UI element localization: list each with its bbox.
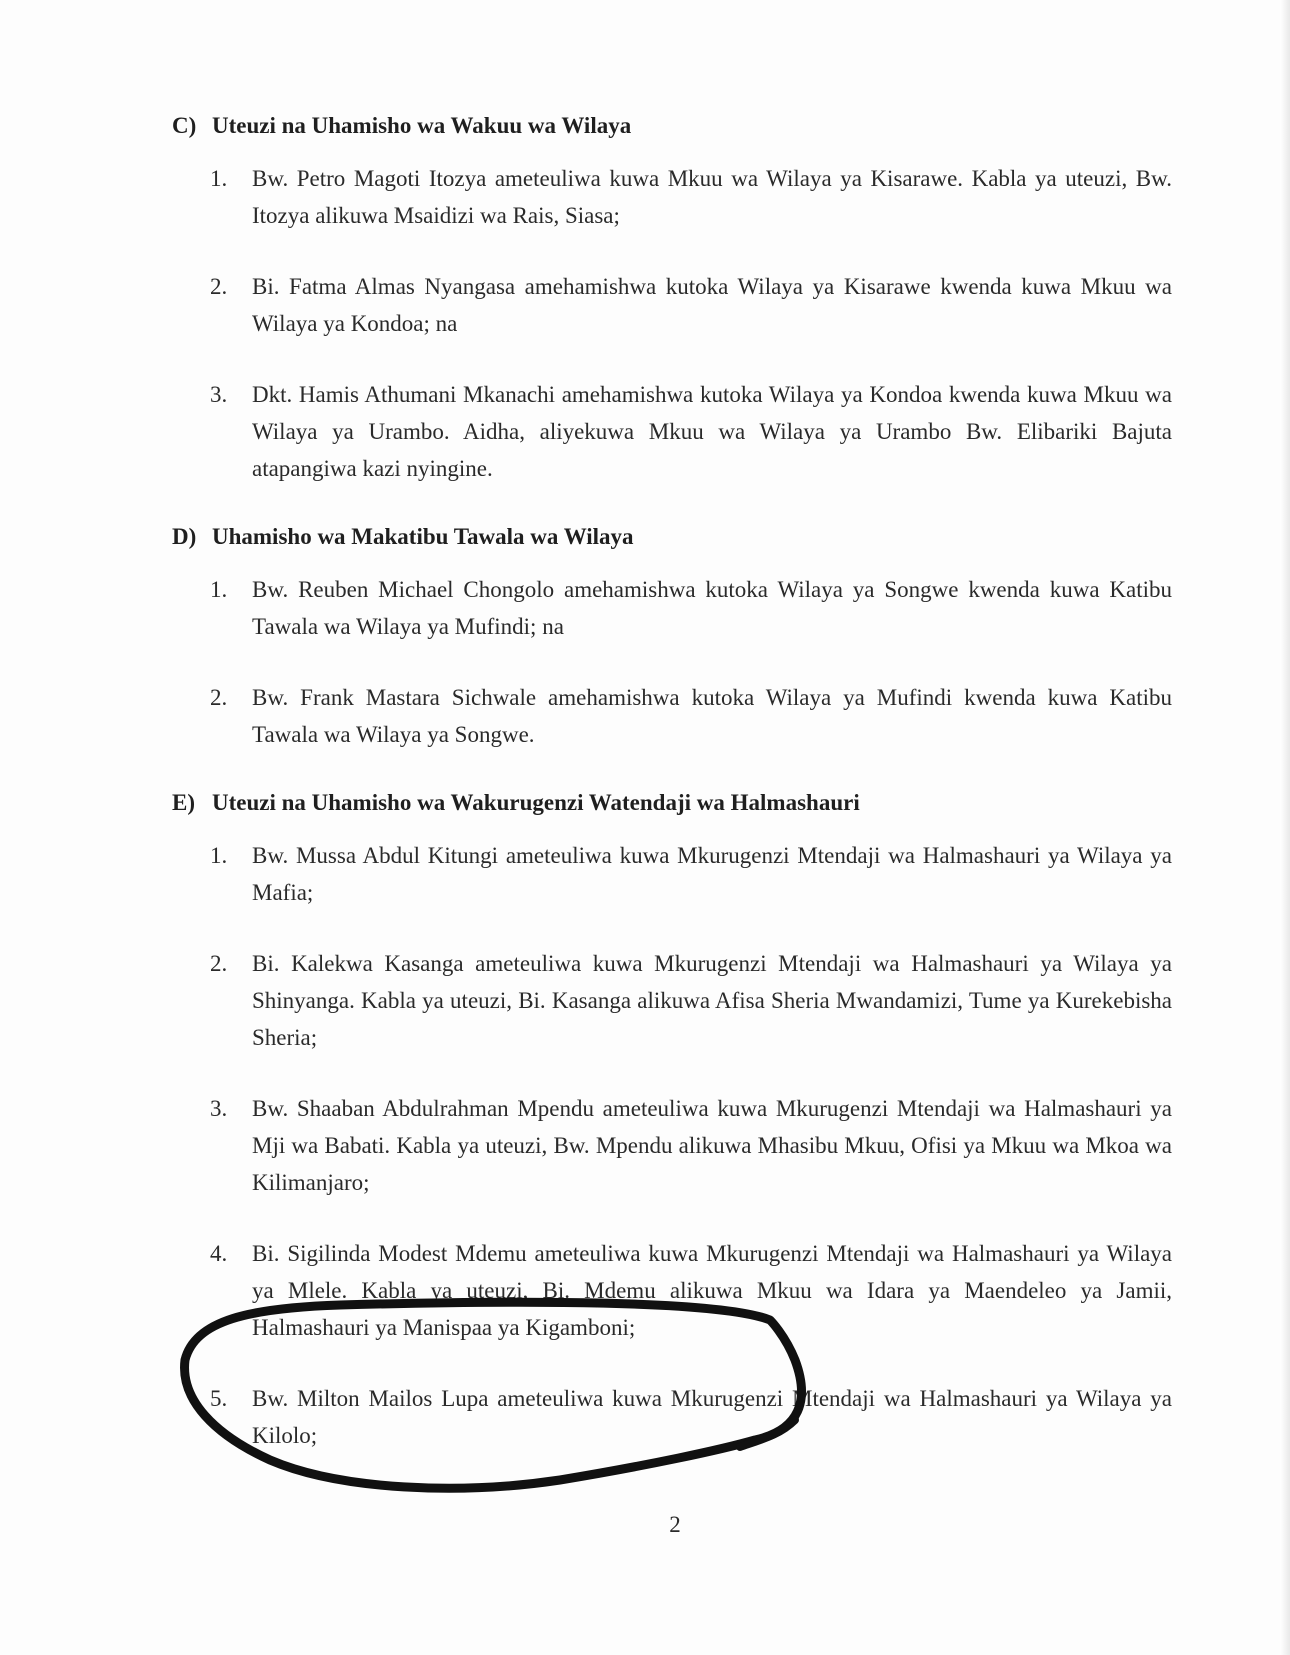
item-text: Bw. Reuben Michael Chongolo amehamishwa kutoka Wilaya ya Songwe kwenda kuwa Katibu Tawala wa Wilaya ya Mufindi; na — [252, 577, 1172, 639]
item-number: 2. — [210, 685, 228, 710]
section-e — [172, 787, 1172, 1454]
list-item — [210, 268, 1172, 342]
list-item-highlighted — [210, 1380, 1172, 1454]
list-item — [210, 1090, 1172, 1201]
section-letter: E) — [172, 790, 195, 815]
section-d — [172, 521, 1172, 753]
list-item — [210, 376, 1172, 487]
item-number: 1. — [210, 166, 228, 191]
item-text: Bi. Kalekwa Kasanga ameteuliwa kuwa Mkurugenzi Mtendaji wa Halmashauri ya Wilaya ya Shinyanga. Kabla ya uteuzi, Bi. Kasanga alikuwa Afisa Sheria Mwandamizi, Tume ya Kurekebisha Sheria; — [252, 951, 1172, 1050]
section-letter: D) — [172, 524, 197, 549]
page-edge-shadow — [1280, 0, 1290, 1655]
section-title: Uhamisho wa Makatibu Tawala wa Wilaya — [212, 524, 634, 549]
section-c — [172, 110, 1172, 487]
list-item — [210, 1235, 1172, 1346]
section-title: Uteuzi na Uhamisho wa Wakurugenzi Watendaji wa Halmashauri — [212, 790, 860, 815]
item-text: Bw. Milton Mailos Lupa ameteuliwa kuwa Mkurugenzi Mtendaji wa Halmashauri ya Wilaya ya Kilolo; — [252, 1386, 1172, 1448]
item-number: 3. — [210, 1096, 228, 1121]
section-heading — [172, 110, 1172, 142]
section-title: Uteuzi na Uhamisho wa Wakuu wa Wilaya — [212, 113, 632, 138]
item-number: 4. — [210, 1241, 228, 1266]
item-text: Bw. Frank Mastara Sichwale amehamishwa kutoka Wilaya ya Mufindi kwenda kuwa Katibu Tawala wa Wilaya ya Songwe. — [252, 685, 1172, 747]
item-text: Bw. Shaaban Abdulrahman Mpendu ameteuliwa kuwa Mkurugenzi Mtendaji wa Halmashauri ya Mji wa Babati. Kabla ya uteuzi, Bw. Mpendu alikuwa Mhasibu Mkuu, Ofisi ya Mkuu wa Mkoa wa Kilimanjaro; — [252, 1096, 1172, 1195]
item-text: Bw. Petro Magoti Itozya ameteuliwa kuwa Mkuu wa Wilaya ya Kisarawe. Kabla ya uteuzi, Bw. Itozya alikuwa Msaidizi wa Rais, Siasa; — [252, 166, 1172, 228]
item-text: Bi. Fatma Almas Nyangasa amehamishwa kutoka Wilaya ya Kisarawe kwenda kuwa Mkuu wa Wilaya ya Kondoa; na — [252, 274, 1172, 336]
document-body — [172, 110, 1172, 1488]
item-number: 2. — [210, 951, 228, 976]
item-number: 3. — [210, 382, 228, 407]
item-number: 1. — [210, 843, 228, 868]
item-text: Bi. Sigilinda Modest Mdemu ameteuliwa kuwa Mkurugenzi Mtendaji wa Halmashauri ya Wilaya ya Mlele. Kabla ya uteuzi, Bi. Mdemu alikuwa Mkuu wa Idara ya Maendeleo ya Jamii, Halmashauri ya Manispaa ya Kigamboni; — [252, 1241, 1172, 1340]
list-item — [210, 679, 1172, 753]
list-item — [210, 945, 1172, 1056]
item-text: Dkt. Hamis Athumani Mkanachi amehamishwa kutoka Wilaya ya Kondoa kwenda kuwa Mkuu wa Wilaya ya Urambo. Aidha, aliyekuwa Mkuu wa Wilaya ya Urambo Bw. Elibariki Bajuta atapangiwa kazi nyingine. — [252, 382, 1172, 481]
item-number: 1. — [210, 577, 228, 602]
page-number: 2 — [669, 1512, 681, 1537]
item-text: Bw. Mussa Abdul Kitungi ameteuliwa kuwa Mkurugenzi Mtendaji wa Halmashauri ya Wilaya ya Mafia; — [252, 843, 1172, 905]
list-item — [210, 160, 1172, 234]
section-heading — [172, 521, 1172, 553]
list-item — [210, 837, 1172, 911]
list-item — [210, 571, 1172, 645]
item-number: 2. — [210, 274, 228, 299]
section-letter: C) — [172, 113, 197, 138]
item-number: 5. — [210, 1386, 228, 1411]
section-heading — [172, 787, 1172, 819]
